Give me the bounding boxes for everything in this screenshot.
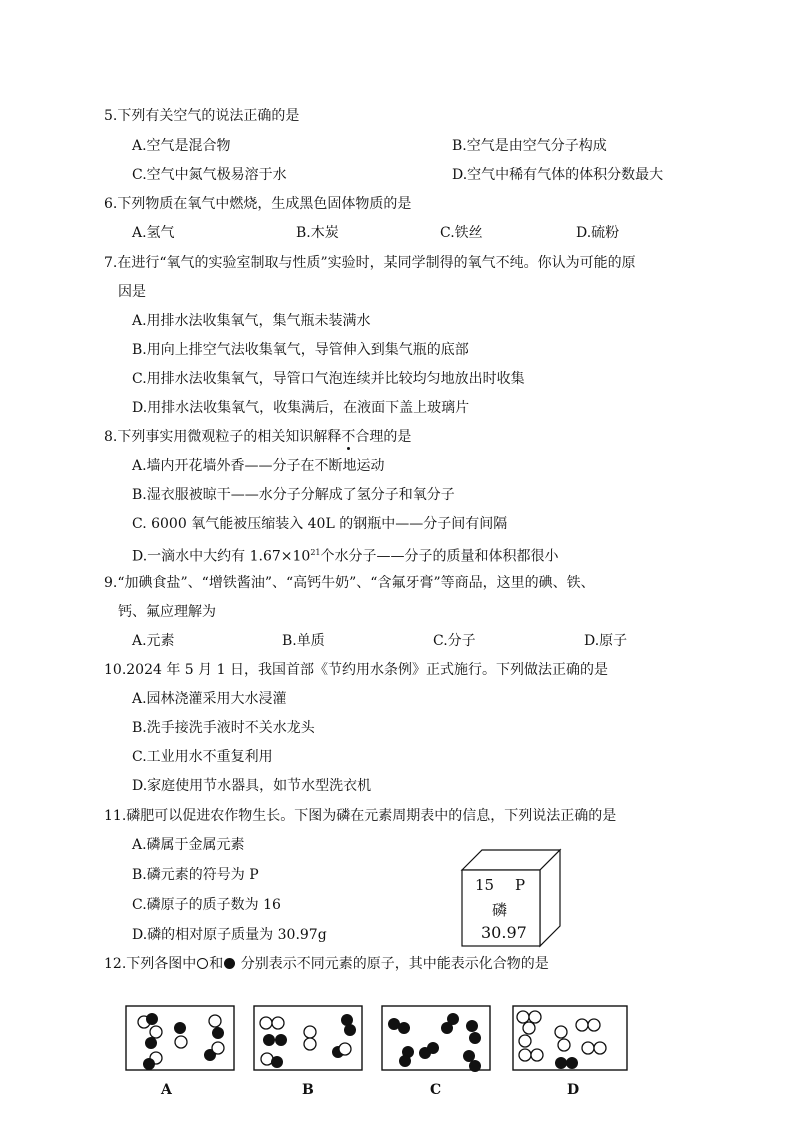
diagram-label-a: A	[161, 1082, 172, 1098]
diagram-b	[254, 1006, 362, 1070]
q8-option-d-part1: D.一滴水中大约有 1.67×10	[132, 548, 311, 565]
q6-stem: 6.下列物质在氧气中燃烧，生成黑色固体物质的是	[104, 196, 412, 212]
q7-option-b: B.用向上排空气法收集氧气，导管伸入到集气瓶的底部	[132, 342, 469, 358]
q8-stem-part2: 合理的是	[355, 429, 412, 445]
q6-option-d: D.硫粉	[576, 225, 620, 241]
q12-stem-and: 和	[209, 956, 224, 972]
q8-option-b: B.湿衣服被晾干——水分子分解成了氢分子和氧分子	[132, 487, 455, 503]
q9-option-a: A.元素	[132, 633, 175, 649]
q11-option-c: C.磷原子的质子数为 16	[132, 897, 281, 913]
q8-option-c: C. 6000 氧气能被压缩装入 40L 的钢瓶中——分子间有间隔	[132, 516, 508, 532]
q8-emphasis-word: 不	[341, 429, 356, 445]
q8-option-d	[132, 544, 559, 566]
q10-option-b: B.洗手接洗手液时不关水龙头	[132, 720, 315, 736]
white-atom-icon	[197, 958, 208, 969]
black-atom-icon	[224, 958, 235, 969]
q11-option-d: D.磷的相对原子质量为 30.97g	[132, 927, 327, 943]
q6-option-c: C.铁丝	[440, 225, 483, 241]
q9-option-c: C.分子	[433, 633, 476, 649]
q7-stem-line2: 因是	[118, 284, 146, 300]
q9-stem-line2: 钙、氟应理解为	[118, 604, 216, 620]
q8-stem-part1: 8.下列事实用微观粒子的相关知识解释	[104, 429, 342, 445]
q9-option-d: D.原子	[584, 633, 628, 649]
diagram-label-b: B	[302, 1082, 314, 1098]
q8-option-d-part2: 个水分子——分子的质量和体积都很小	[320, 548, 559, 565]
diagram-a	[126, 1006, 234, 1070]
q7-stem-line1: 7.在进行“氧气的实验室制取与性质”实验时，某同学制得的氧气不纯。你认为可能的原	[104, 255, 636, 271]
q5-option-a: A.空气是混合物	[132, 138, 231, 154]
q8-option-a: A.墙内开花墙外香——分子在不断地运动	[132, 458, 385, 474]
diagram-label-c: C	[430, 1082, 442, 1098]
molecule-diagrams	[120, 1004, 640, 1099]
q9-option-b: B.单质	[282, 633, 325, 649]
q5-stem: 5.下列有关空气的说法正确的是	[104, 108, 300, 124]
q6-option-b: B.木炭	[296, 225, 339, 241]
q11-stem: 11.磷肥可以促进农作物生长。下图为磷在元素周期表中的信息，下列说法正确的是	[104, 808, 617, 824]
q10-option-d: D.家庭使用节水器具，如节水型洗衣机	[132, 778, 372, 794]
q8-stem	[104, 428, 411, 446]
q9-stem-line1: 9.“加碘食盐”、“增铁酱油”、“高钙牛奶”、“含氟牙膏”等商品，这里的碘、铁、	[104, 575, 595, 591]
q8-option-d-exponent: 21	[310, 548, 321, 557]
q12-stem-part2: 分别表示不同元素的原子，其中能表示化合物的是	[236, 956, 549, 972]
diagram-d	[513, 1006, 627, 1070]
element-name: 磷	[492, 901, 508, 919]
element-atomic-number: 15	[475, 876, 495, 894]
q10-stem: 10.2024 年 5 月 1 日，我国首部《节约用水条例》正式施行。下列做法正确的是	[104, 662, 608, 678]
q12-stem-part1: 12.下列各图中	[104, 956, 197, 972]
q6-option-a: A.氢气	[132, 225, 175, 241]
q7-option-c: C.用排水法收集氧气，导管口气泡连续并比较均匀地放出时收集	[132, 371, 525, 387]
q5-option-b: B.空气是由空气分子构成	[452, 138, 607, 154]
element-symbol: P	[515, 876, 526, 894]
q10-option-a: A.园林浇灌采用大水浸灌	[132, 691, 287, 707]
q5-option-c: C.空气中氮气极易溶于水	[132, 167, 287, 183]
q7-option-a: A.用排水法收集氧气，集气瓶未装满水	[132, 313, 371, 329]
q7-option-d: D.用排水法收集氧气，收集满后，在液面下盖上玻璃片	[132, 400, 470, 416]
q11-option-a: A.磷属于金属元素	[132, 837, 245, 853]
element-atomic-mass: 30.97	[481, 923, 527, 942]
periodic-table-cell-phosphorus	[450, 848, 564, 948]
q5-option-d: D.空气中稀有气体的体积分数最大	[452, 167, 664, 183]
q10-option-c: C.工业用水不重复利用	[132, 749, 273, 765]
diagram-label-d: D	[567, 1082, 580, 1098]
q12-stem	[104, 955, 549, 973]
diagram-c	[382, 1006, 490, 1072]
q11-option-b: B.磷元素的符号为 P	[132, 867, 259, 883]
